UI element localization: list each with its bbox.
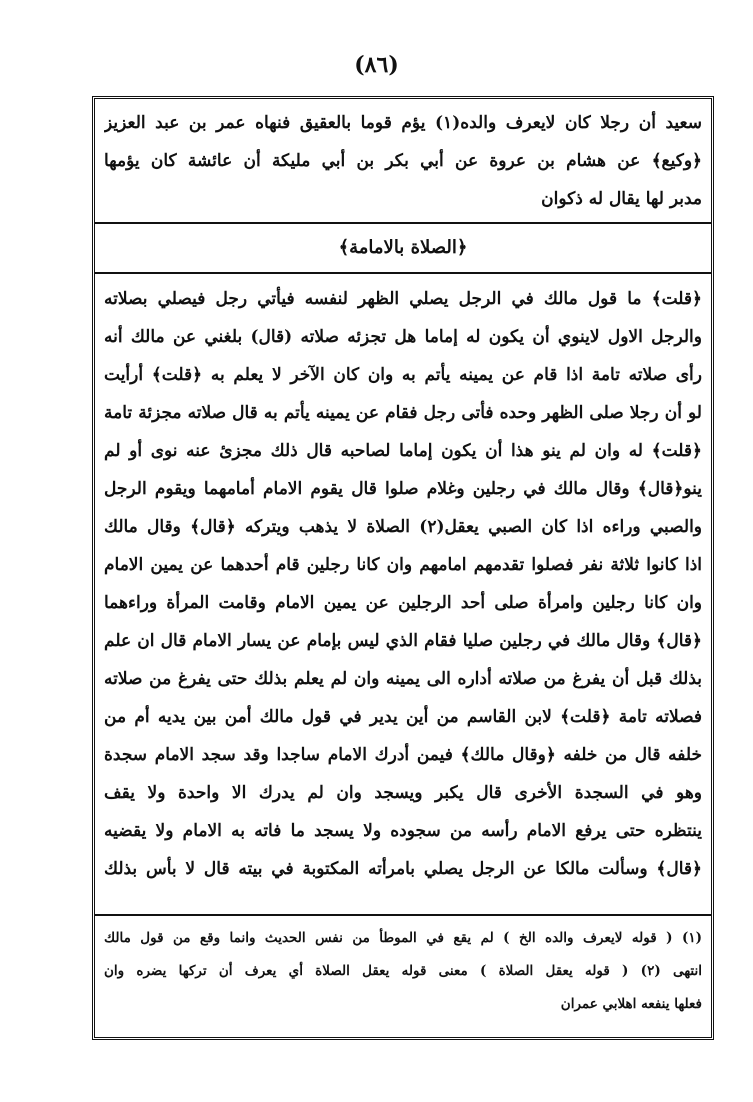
footnote-separator (94, 914, 712, 916)
text-line: وهو في السجدة الأخرى قال يكبر ويسجد وان لم يدرك الا واحدة ولا يقف (104, 783, 702, 803)
text-line: مدبر لها يقال له ذكوان (541, 189, 702, 209)
footnote-line: فعلها ينفعه اهلابي عمران (560, 996, 702, 1012)
text-line: ﴿قال﴾ وسألت مالكا عن الرجل يصلي بامرأته المكتوبة في بيته قال لا بأس بذلك (104, 859, 702, 879)
intro-paragraph (104, 104, 702, 218)
text-line: ﴿قلت﴾ له وان لم ينو هذا أن يكون إماما لصاحبه قال ذلك مجزئ عنه نوى أو لم (104, 441, 702, 461)
body-paragraph (104, 280, 702, 888)
section-heading: ﴿الصلاة بالامامة﴾ (338, 237, 468, 258)
text-line: وان كانا رجلين وامرأة صلى أحد الرجلين عن يمين الامام وقامت المرأة وراءهما (104, 593, 702, 613)
text-line: لو أن رجلا صلى الظهر وحده فأتى رجل فقام عن يمينه يأتم به قال صلاته مجزئة تامة (104, 403, 702, 423)
page-number: (٨٦) (354, 52, 399, 78)
text-line: والرجل الاول لاينوي أن يكون له إماما هل تجزئه صلاته (قال) بلغني عن مالك أنه (104, 327, 702, 347)
text-line: اذا كانوا ثلاثة نفر فصلوا تقدمهم امامهم وان كانا رجلين قام أحدهما عن يمين الامام (104, 555, 702, 575)
text-line: رأى صلاته تامة اذا قام عن يمينه يأتم به وان كان الآخر لا يعلم به ﴿قلت﴾ أرأيت (104, 365, 702, 385)
text-line: والصبي وراءه اذا كان الصبي يعقل(٢) الصلاة لا يذهب ويتركه ﴿قال﴾ وقال مالك (104, 517, 702, 537)
text-line: خلفه قال من خلفه ﴿وقال مالك﴾ فيمن أدرك الامام ساجدا وقد سجد الامام سجدة (104, 745, 702, 765)
text-line: ﴿وكيع﴾ عن هشام بن عروة عن أبي بكر بن أبي مليكة أن عائشة كان يؤمها (104, 151, 702, 171)
text-line: سعيد أن رجلا كان لايعرف والده(١) يؤم قوما بالعقيق فنهاه عمر بن عبد العزيز (104, 113, 702, 133)
footnote-line: (١) ( قوله لايعرف والده الخ ) لم يقع في الموطأ من نفس الحديث وانما وقع من قول مالك (104, 930, 702, 946)
footnotes (104, 922, 702, 1021)
footnote-line: انتهى (٢) ( قوله يعقل الصلاة ) معنى قوله يعقل الصلاة أي يعرف أن تركها يضره وان (104, 963, 702, 979)
text-line: فصلاته تامة ﴿قلت﴾ لابن القاسم من أين يدير في قول مالك أمن بين يديه أم من (104, 707, 702, 727)
heading-bottom-rule (94, 272, 712, 274)
text-line: ينو﴿قال﴾ وقال مالك في رجلين وغلام صلوا قال يقوم الامام أمامهما ويقوم الرجل (104, 479, 702, 499)
text-line: ﴿قلت﴾ ما قول مالك في الرجل يصلي الظهر لنفسه فيأتي رجل فيصلي بصلاته (104, 289, 702, 309)
text-line: بذلك قبل أن يفرغ من صلاته أداره الى يمينه وان لم يعلم بذلك حتى يفرغ من صلاته (104, 669, 702, 689)
text-line: ينتظره حتى يرفع الامام رأسه من سجوده ولا يسجد ما فاته به الامام ولا يقضيه (104, 821, 702, 841)
text-line: ﴿قال﴾ وقال مالك في رجلين صليا فقام الذي ليس بإمام عن يسار الامام قال ان علم (104, 631, 702, 651)
heading-top-rule (94, 222, 712, 224)
